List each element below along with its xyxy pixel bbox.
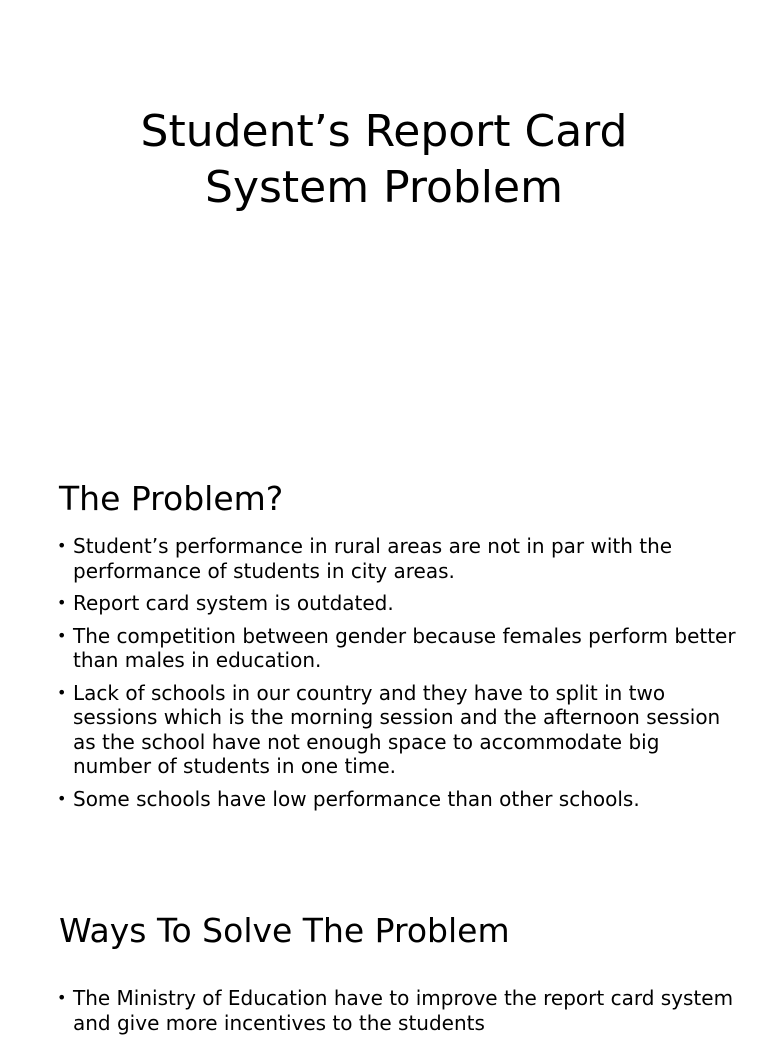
ways-heading: Ways To Solve The Problem <box>59 911 510 950</box>
ways-bullet-list <box>57 986 737 1043</box>
title-line-1: Student’s Report Card <box>140 106 628 157</box>
bullet-item: • Lack of schools in our country and they have to split in two sessions which is the morning session and the afternoon session as the school have not enough space to accommodate big number of students in one time. <box>57 681 737 779</box>
bullet-item: • Some schools have low performance than other schools. <box>57 787 737 812</box>
problem-bullet-list <box>57 534 737 819</box>
bullet-item: • Report card system is outdated. <box>57 591 737 616</box>
title-line-2: System Problem <box>205 162 563 213</box>
presentation-title <box>0 104 768 216</box>
title-slide <box>0 0 768 432</box>
problem-heading: The Problem? <box>59 479 284 518</box>
bullet-item: • The competition between gender because females perform better than males in education. <box>57 624 737 673</box>
bullet-item: • The Ministry of Education have to improve the report card system and give more incentives to the students <box>57 986 737 1035</box>
bullet-item: • Student’s performance in rural areas are not in par with the performance of students in city areas. <box>57 534 737 583</box>
